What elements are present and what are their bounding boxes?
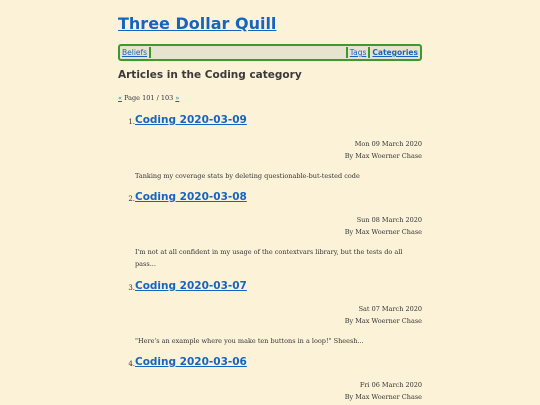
article-title-link[interactable]: Coding 2020-03-09 (135, 114, 247, 126)
article-number: 4. (128, 360, 135, 368)
pager-next-link[interactable]: » (175, 94, 180, 102)
article-date: Mon 09 March 2020 (354, 140, 422, 148)
article-author: By Max Woerner Chase (344, 152, 422, 160)
article-summary: I'm not at all confident in my usage of the contextvars library, but the tests do all pass... (135, 248, 403, 268)
article-meta (345, 214, 422, 238)
article-title-link[interactable]: Coding 2020-03-08 (135, 191, 247, 203)
pager-text: Page 101 / 103 (124, 94, 174, 102)
article-number: 2. (128, 195, 135, 203)
article-summary: Tanking my coverage stats by deleting questionable-but-tested code (135, 172, 360, 180)
article-author: By Max Woerner Chase (344, 228, 422, 236)
article-date: Sat 07 March 2020 (358, 305, 422, 313)
pager-prev-link[interactable]: « (118, 94, 122, 102)
article-number: 3. (128, 284, 135, 292)
article-date: Sun 08 March 2020 (356, 216, 422, 224)
site-title-link[interactable]: Three Dollar Quill (118, 14, 277, 33)
article-title-link[interactable]: Coding 2020-03-07 (135, 280, 247, 292)
nav-link-categories[interactable]: Categories (372, 48, 418, 57)
article-author: By Max Woerner Chase (344, 393, 422, 401)
article-author: By Max Woerner Chase (344, 317, 422, 325)
article-title-link[interactable]: Coding 2020-03-06 (135, 356, 247, 368)
nav-link-tags[interactable]: Tags (349, 48, 367, 57)
article-summary: "Here's an example where you make ten buttons in a loop!" Sheesh... (135, 337, 364, 345)
nav-link-beliefs[interactable]: Beliefs (122, 48, 148, 57)
page-heading: Articles in the Coding category (118, 69, 302, 81)
article-date: Fri 06 March 2020 (359, 381, 422, 389)
nav-bar (118, 44, 422, 61)
article-number: 1. (128, 118, 135, 126)
article-meta (345, 138, 422, 162)
nav-separator (149, 47, 151, 58)
article-meta (345, 303, 422, 327)
article-meta (345, 379, 422, 403)
pager (118, 94, 179, 102)
